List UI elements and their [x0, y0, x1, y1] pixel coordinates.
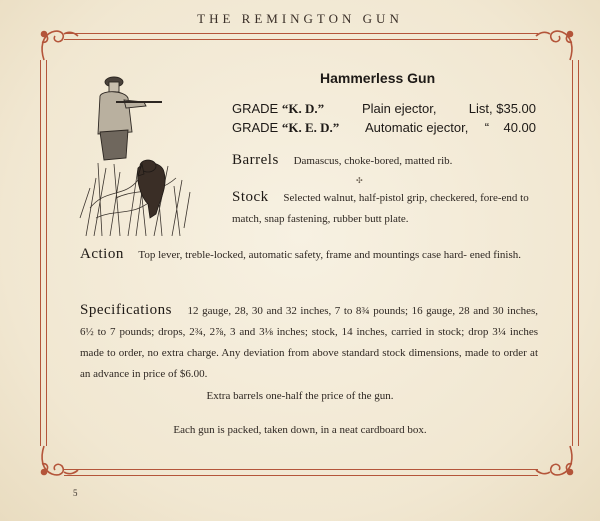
stock-label: Stock [232, 189, 269, 205]
grade-price: “ 40.00 [484, 120, 536, 135]
corner-ornament-icon [534, 26, 578, 66]
barrels-text: Damascus, choke-bored, matted rib. [293, 155, 453, 167]
corner-ornament-icon [534, 440, 578, 480]
corner-ornament-icon [36, 440, 80, 480]
grade-description: Automatic ejector, [365, 120, 469, 135]
specifications-text: 12 gauge, 28, 30 and 32 inches, 7 to 8¾ pounds; 16 gauge, 28 and 30 inches, 6½ to 7 pounds; drops, 2¾, 2⅞, 3 and 3⅛ inches; stock, 14 inches, carried in stock; drop 3¼ inches made to order, no extra charge. Any deviation from above standard stock dimensions, made to order at an advance in price of $6.00. [80, 305, 539, 380]
page-number: 5 [73, 488, 78, 498]
barrels-label: Barrels [232, 152, 279, 168]
grade-price: List, $35.00 [468, 101, 536, 116]
barrels-section [232, 150, 452, 172]
grade-name: GRADE “K. D.” [232, 101, 325, 116]
stock-section [232, 187, 538, 230]
hunter-with-dog-illustration [76, 68, 192, 236]
grade-description: Plain ejector, [362, 101, 437, 116]
running-head: THE REMINGTON GUN [197, 11, 403, 26]
packing-note: Each gun is packed, taken down, in a neat cardboard box. [173, 424, 427, 436]
grade-name: GRADE “K. E. D.” [232, 120, 340, 135]
specifications-section [80, 300, 538, 385]
product-heading: Hammerless Gun [320, 70, 436, 86]
action-text: Top lever, treble-locked, automatic safety, frame and mountings case hard- ened finish. [138, 249, 522, 261]
grade-row [232, 120, 536, 136]
specifications-label: Specifications [80, 302, 172, 318]
corner-ornament-icon [36, 26, 80, 66]
action-section [80, 244, 536, 266]
border-bottom [64, 469, 538, 476]
extra-barrels-note: Extra barrels one-half the price of the gun. [206, 390, 394, 402]
stock-text: Selected walnut, half-pistol grip, checkered, fore-end to match, snap fastening, rubber butt plate. [232, 192, 529, 225]
action-label: Action [80, 246, 124, 262]
border-top [64, 33, 538, 40]
grade-row [232, 101, 536, 117]
ornament-dot-icon: ✣ [356, 176, 363, 185]
